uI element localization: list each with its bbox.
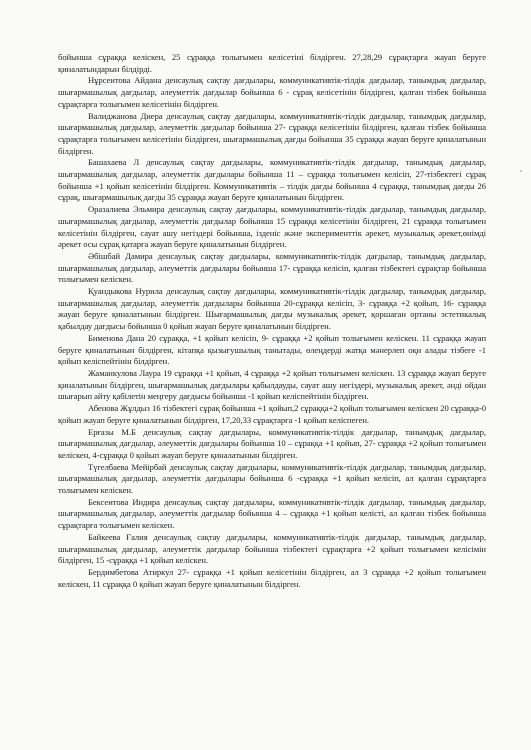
paragraph-berdimbetova: Бердимбетова Атиркул 27- сұраққа +1 қойып келісетінін білдірген, ал 3 сұраққа +2 қойып толығымен келіскен, 11 сұраққа 0 қойып жауап беруге қиналатынын білдірген.: [58, 566, 486, 589]
paragraph-bimenova: Бименова Дана 20 сұраққа, +1 қойып келісіп, 9- сұраққа +2 қойып толығымен келіскен. 11 сұраққа жауап беруге қиналатынын білдірген, кітапқа қызығушылық танытады, өлеңдерді жатқа мәнерлеп оқи алады тізбеге -1 қойып келіспейтінін білдірген.: [58, 332, 486, 367]
paragraph-continuation: бойынша сұраққа келіскен, 25 сұраққа толығымен келісетіні білдірген. 27,28,29 сұрақтарға жауап беруге қиналатындарын білдірді.: [58, 52, 486, 74]
paragraph-tugelbaeva: Түгелбаева Мейірбай денсаулық сақтау дағдылары, коммуникативтік-тілдік дағдылар, танымдық дағдылар, шығармашылық дағдылар, әлеуметтік дағдылары бойынша 6 -сұраққа +1 қойып келісіп, ал қалған сұрақтарға толығымен келіскен.: [58, 461, 486, 496]
paragraph-bashakhaeva: Башахаева Л денсаулық сақтау дағдылары, коммуникативтік-тілдік дағдылар, танымдық дағдылар, шығармашылық дағдылар, әлеуметтік дағдылары бойынша 11 – сұраққа толығымен келісіп, 27-тізбектегі сұрақ бойынша +1 қойып келісетінін білдірген. Коммуникативтік – тілдік дағды бойынша 4 сұраққа, танымдық дағды 26 сұрақ, шығармашылық дағды 35 сұраққа жауап беруге қиналатынын білдірген.: [58, 157, 486, 203]
paragraph-bekseitova: Бексеитова Индира денсаулық сақтау дағдылары, коммуникативтік-тілдік дағдылар, танымдық дағдылар, шығармашылық дағдылар, әлеуметтік дағдылар бойынша 4 – сұраққа +1 қойып келісті, ал қалған тізбек бойынша сұрақтарға толығымен келіскен.: [58, 496, 486, 531]
paragraph-kuandykova: Қуандыкова Нурила денсаулық сақтау дағдылары, коммуникативтік-тілдік дағдылар, танымдық дағдылар, шығармашылық дағдылар, әлеуметтік дағдылары бойынша 20-сұраққа келісіп, 3- сұраққа +2 қойып, 16- сұраққа жауап беруге қиналатынын білдірген. Шығармашылық дағды музыкалық әрекет, қоршаған ортаны эстетикалық қабылдау дағдысы бойынша 0 қойып жауап беруге қиналатынын білдірген.: [58, 286, 486, 332]
paragraph-baykeeva: Байкеева Ғалия денсаулық сақтау дағдылары, коммуникативтік-тілдік дағдылар, танымдық дағдылар, шығармашылық дағдылар, әлеуметтік дағдылар бойынша тізбектегі сұрақтарға +2 қойып толығымен келісімін білдірген, 15 -сұраққа +1 қойып келіскен.: [58, 531, 486, 566]
paragraph-orazalieva: Оразалиева Эльмира денсаулық сақтау дағдылары, коммуникативтік-тілдік дағдылар, танымдық дағдылар, шығармашылық дағдылар, әлеуметтік дағдылар бойынша 15 сұраққа келісетінін білдірген, 21 сұраққа толығымен келісетінін білдірген, сауат ашу негіздері бойынша, ізденіс және эксперименттік әрекет, музыкалық әрекет,өнімді әрекет осы сұрақ қатарға жауап беруге қиналатынын білдірген.: [58, 204, 486, 250]
document-body: [58, 52, 486, 590]
paragraph-ergazy: Ерғазы М.Б денсаулық сақтау дағдылары, коммуникативтік-тілдік дағдылар, танымдық дағдылар, шығармашылық дағдылар, әлеуметтік дағдылары бойынша 10 – сұраққа +1 қойып, 27- сұраққа +2 қойып толығымен келіскен, 4-сұраққа 0 қойып жауап беруге қиналатынын білдірген.: [58, 426, 486, 460]
paragraph-abishbay: Әбішбай Дамира денсаулық сақтау дағдылары, коммуникативтік-тілдік дағдылар, танымдық дағдылар, шығармашылық дағдылар, әлеуметтік дағдылары бойынша 17- сұраққа келісіп, қалған тізбектегі сұрақтар бойынша толығымен келіскен.: [58, 250, 486, 285]
scan-speck: [520, 170, 522, 172]
paragraph-zhamankulova: Жаманкулова Лаура 19 сұраққа +1 қойып, 4 сұраққа +2 қойып толығымен келіскен. 13 сұраққа жауап беруге қиналатынын білдірген, шығармашылық дағдылары қабылдауды, сауат ашу негіздері, музыкалық әрекет, әнді ойдан шығарып айту қабілетін меңгеру дағдысы бойынша -1 қойып келіспейтінін білдірген.: [58, 367, 486, 402]
paragraph-validzhanova: Валиджанова Диера денсаулық сақтау дағдылары, коммуникативтік-тілдік дағдылар, танымдық дағдылар, шығармашылық дағдылар, әлеуметтік дағдылар бойынша 27- сұраққа келісетінін білдірген, қалған тізбек бойынша сұрақтарға толығымен келісетінін білдірген, шығармашылық дағды бойынша 35 сұраққа жауап беруге қиналатынын білдірген.: [58, 110, 486, 156]
paragraph-nursеitova: Нұрсеитова Айдана денсаулық сақтау дағдылары, коммуникативтік-тілдік дағдылар, танымдық дағдылар, шығармашылық дағдылар, әлеуметтік дағдылар бойынша 6 - сұрақ келісетінін білдірген, қалған тізбек бойынша сұрақтарға толығымен келісетінін білдірген.: [58, 75, 486, 109]
paragraph-abenova: Абенова Жұлдыз 16 тізбектегі сұрақ бойынша +1 қойып,2 сұраққа+2 қойып толығымен келіскен 20 сұраққа-0 қойып жауап беруге қиналатынын білдірген, 17,20,33 сұрақтарға -1 қойып келіспеген.: [58, 403, 486, 425]
